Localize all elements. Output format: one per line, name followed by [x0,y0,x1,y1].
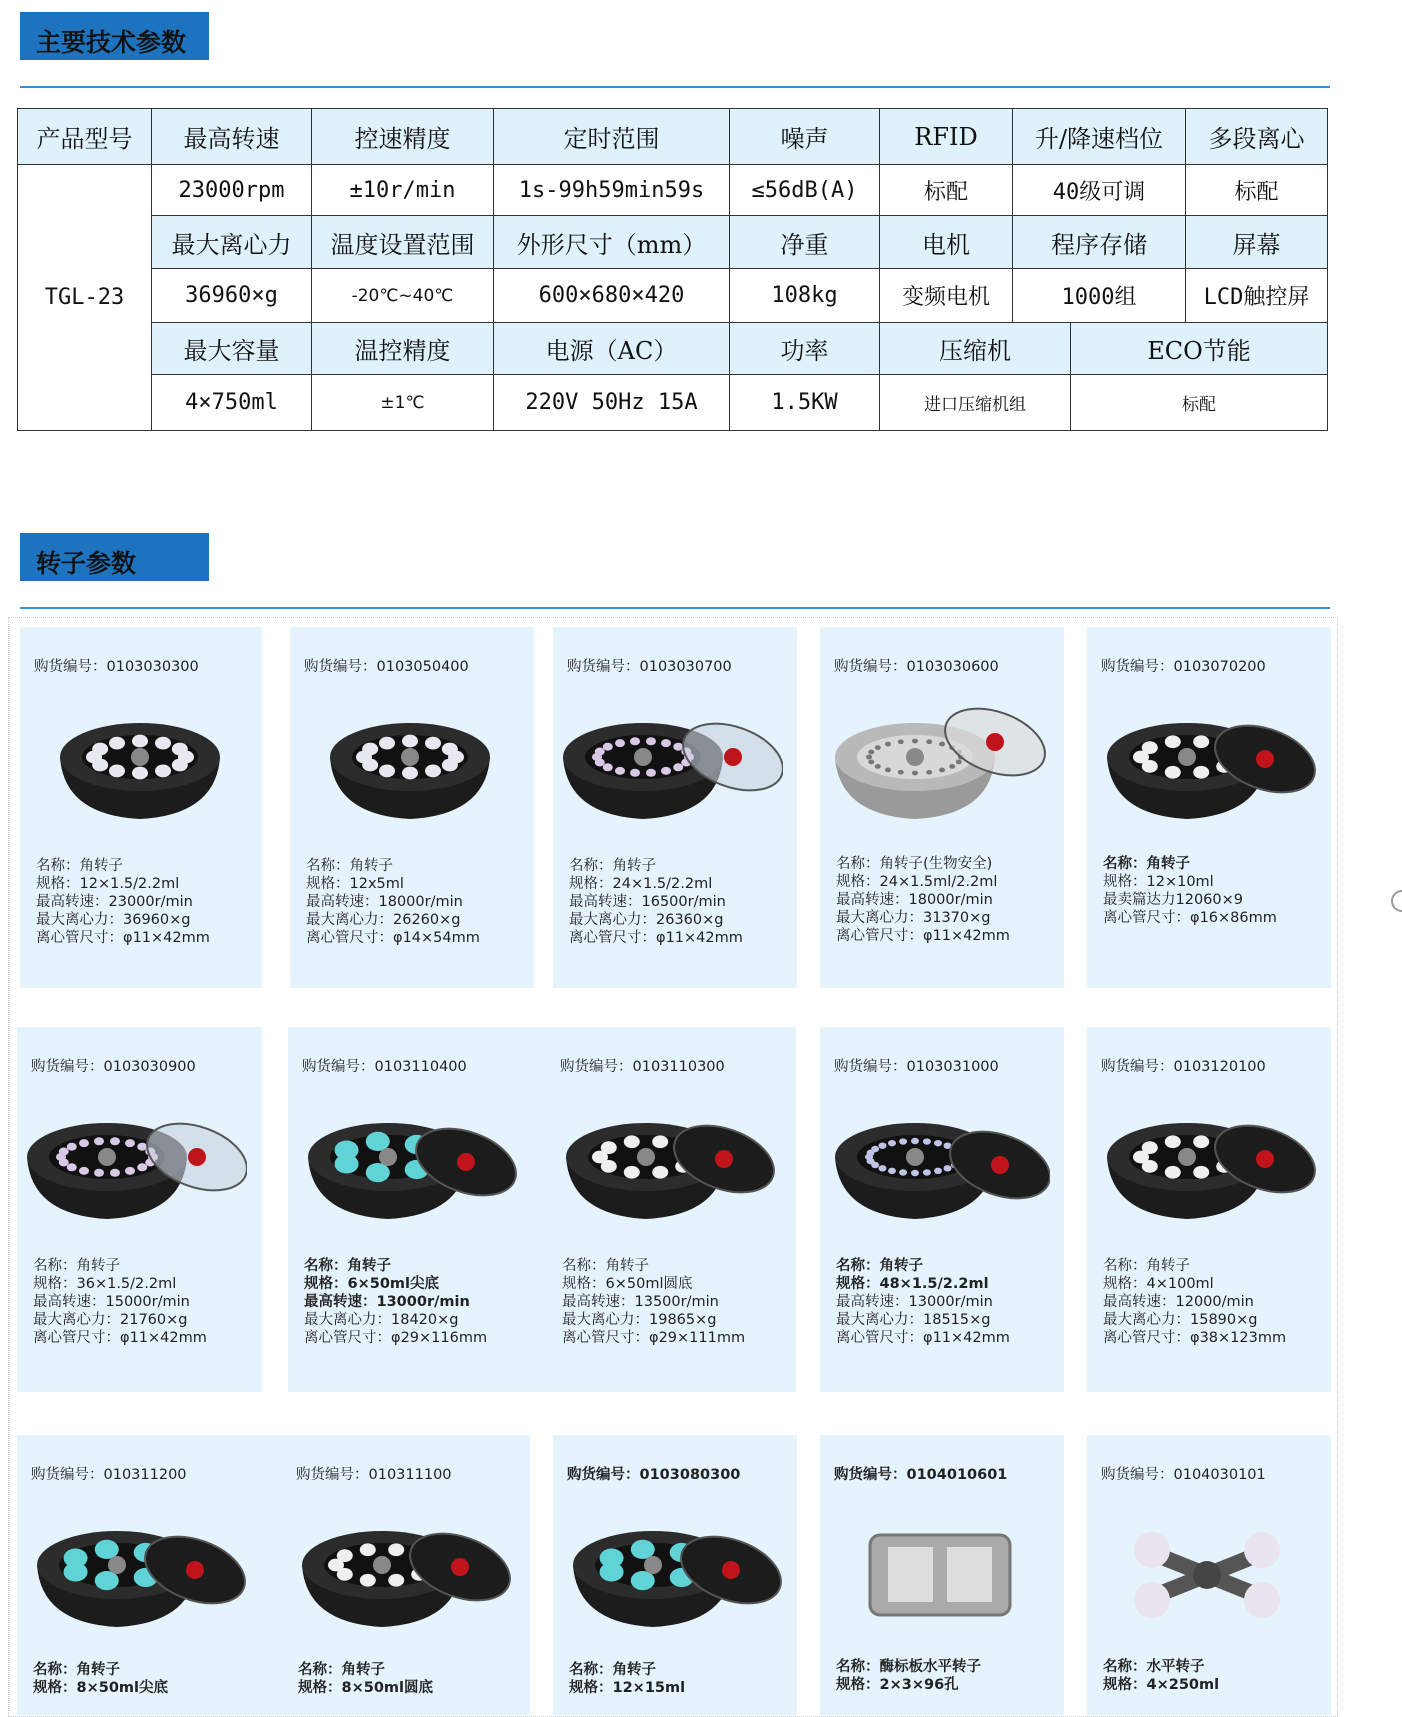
purchase-code: 购货编号：0103120100 [1101,1059,1266,1075]
spec-value: 40级可调 [1013,165,1186,216]
rotor-spec-line: 名称：角转子 [562,1258,649,1274]
rotor-spec-line: 规格：6×50ml尖底 [304,1276,439,1292]
rotor-specs [33,1257,207,1347]
rotor-specs [836,855,1010,945]
purchase-code: 购货编号：0104030101 [1101,1467,1266,1483]
rotor-spec-line: 规格：2×3×96孔 [836,1677,959,1693]
spec-header: 外形尺寸（mm） [494,216,730,269]
rotor-specs [836,1257,1010,1347]
spec-table [17,108,1328,431]
rotor-image-icon [27,1087,247,1237]
purchase-code: 购货编号：0103110300 [560,1059,725,1075]
rotor-spec-line: 规格：8×50ml尖底 [33,1680,168,1696]
spec-header: 电源（AC） [494,323,730,375]
rotor-spec-line: 最大离心力：36960×g [36,912,191,928]
rotor-spec-line: 最大离心力：26360×g [569,912,724,928]
spec-header: 最大离心力 [152,216,312,269]
rotor-spec-line: 最大离心力：15890×g [1103,1312,1258,1328]
rotor-spec-line: 名称：酶标板水平转子 [836,1659,981,1675]
rotor-spec-line: 规格：24×1.5/2.2ml [569,876,713,892]
spec-header: 最大容量 [152,323,312,375]
rotor-spec-line: 最大离心力：18515×g [836,1312,991,1328]
rotor-specs [836,1658,981,1694]
spec-value: 1.5KW [730,375,880,431]
rotor-spec-line: 规格：8×50ml圆底 [298,1680,433,1696]
purchase-code: 购货编号：0103080300 [567,1467,741,1483]
rotor-image-icon [1097,687,1317,837]
rotor-spec-line: 规格：12x5ml [306,876,404,892]
spec-header: 温控精度 [312,323,494,375]
rotor-spec-line: 规格：36×1.5/2.2ml [33,1276,177,1292]
rotor-spec-line: 名称：角转子 [1103,856,1190,872]
spec-value: 220V 50Hz 15A [494,375,730,431]
model-value: TGL-23 [18,165,152,431]
rotor-spec-line: 离心管尺寸：φ11×42mm [33,1330,207,1346]
rotor-card [290,627,534,988]
rotor-card [1087,1435,1331,1715]
rotor-card [288,1027,546,1392]
rotor-specs [569,857,743,947]
rotor-spec-line: 最大离心力：18420×g [304,1312,459,1328]
rotor-card [553,1435,797,1715]
rotor-specs [1103,1658,1219,1694]
rotor-spec-line: 名称：角转子 [33,1258,120,1274]
rotor-spec-line: 最高转速：13000r/min [836,1294,993,1310]
rotor-spec-line: 最高转速：23000r/min [36,894,193,910]
rotor-image-icon [830,687,1050,837]
purchase-code: 购货编号：0103050400 [304,659,469,675]
rotor-spec-line: 最大离心力：19865×g [562,1312,717,1328]
rotor-params-title: 转子参数 [36,549,137,578]
purchase-code: 购货编号：0103070200 [1101,659,1266,675]
rotor-image-icon [830,1495,1050,1645]
purchase-code: 购货编号：0103030700 [567,659,732,675]
spec-value: 4×750ml [152,375,312,431]
main-params-title: 主要技术参数 [36,28,187,57]
rotor-spec-line: 规格：6×50ml圆底 [562,1276,693,1292]
rotor-card [282,1435,530,1715]
spec-value: 标配 [1071,375,1328,431]
spec-header: 定时范围 [494,109,730,165]
rotor-card [820,1027,1064,1392]
rotor-image-icon [1097,1495,1317,1645]
main-params-tab [20,12,209,60]
purchase-code: 购货编号：0104010601 [834,1467,1008,1483]
rotor-spec-line: 名称：角转子 [306,858,393,874]
rotor-spec-line: 名称：角转子 [33,1662,120,1678]
spec-value: 1s-99h59min59s [494,165,730,216]
spec-value: LCD触控屏 [1186,269,1328,323]
rotor-spec-line: 最高转速：12000/min [1103,1294,1254,1310]
rotor-spec-line: 名称：角转子 [1103,1258,1190,1274]
spec-header: 屏幕 [1186,216,1328,269]
rotor-spec-line: 规格：24×1.5ml/2.2ml [836,874,998,890]
spec-header: 净重 [730,216,880,269]
rotor-spec-line: 离心管尺寸：φ14×54mm [306,930,480,946]
rotor-card [17,1027,262,1392]
spec-value: 108kg [730,269,880,323]
rotor-card [820,627,1064,988]
purchase-code: 购货编号：0103030300 [34,659,199,675]
rotor-specs [33,1661,168,1697]
spec-header: 功率 [730,323,880,375]
spec-value: 进口压缩机组 [880,375,1071,431]
rotor-spec-line: 最高转速：13500r/min [562,1294,719,1310]
purchase-code: 购货编号：010311100 [296,1467,452,1483]
rotor-specs [306,857,480,947]
rotor-card [553,627,797,988]
spec-header: 噪声 [730,109,880,165]
rotor-specs [36,857,210,947]
rotor-image-icon [27,1495,247,1645]
rotor-specs [1103,855,1277,927]
spec-value: ≤56dB(A) [730,165,880,216]
rotor-spec-line: 最高转速：13000r/min [304,1294,470,1310]
rotor-spec-line: 最高转速：16500r/min [569,894,726,910]
spec-header: 升/降速档位 [1013,109,1186,165]
rotor-specs [304,1257,487,1347]
spec-header: 控速精度 [312,109,494,165]
spec-value: -20℃~40℃ [312,269,494,323]
spec-header: RFID [880,109,1013,165]
rotor-specs [1103,1257,1286,1347]
spec-value: 600×680×420 [494,269,730,323]
purchase-code: 购货编号：0103031000 [834,1059,999,1075]
rotor-image-icon [563,687,783,837]
rotor-specs [298,1661,433,1697]
rotor-spec-line: 离心管尺寸：φ16×86mm [1103,910,1277,926]
spec-value: ±1℃ [312,375,494,431]
purchase-code: 购货编号：0103030900 [31,1059,196,1075]
rotor-spec-line: 规格：12×10ml [1103,874,1214,890]
rotor-image-icon [298,1087,518,1237]
rotor-card [1087,1027,1331,1392]
rotor-image-icon [556,1087,776,1237]
rotor-spec-line: 规格：12×15ml [569,1680,686,1696]
purchase-code: 购货编号：0103030600 [834,659,999,675]
rotor-spec-line: 最高转速：15000r/min [33,1294,190,1310]
rotor-spec-line: 离心管尺寸：φ29×111mm [562,1330,746,1346]
rotor-spec-line: 最大离心力：21760×g [33,1312,188,1328]
rotor-spec-line: 名称：角转子 [836,1258,923,1274]
rotor-spec-line: 最大离心力：31370×g [836,910,991,926]
rotor-card [820,1435,1064,1715]
rotor-spec-line: 名称：角转子 [569,1662,656,1678]
rotor-card [1087,627,1331,988]
spec-value: 36960×g [152,269,312,323]
spec-value: ±10r/min [312,165,494,216]
rotor-spec-line: 规格：12×1.5/2.2ml [36,876,180,892]
spec-header: 程序存储 [1013,216,1186,269]
rotor-spec-line: 名称：角转子 [298,1662,385,1678]
side-handle-icon [1391,890,1402,912]
rotor-spec-line: 离心管尺寸：φ11×42mm [836,1330,1010,1346]
rotor-spec-line: 最卖篇达力12060×9 [1103,892,1244,908]
rotor-image-icon [30,687,250,837]
spec-value: 23000rpm [152,165,312,216]
rotor-spec-line: 离心管尺寸：φ29×116mm [304,1330,488,1346]
rotor-spec-line: 离心管尺寸：φ11×42mm [36,930,210,946]
model-header: 产品型号 [18,109,152,165]
purchase-code: 购货编号：010311200 [31,1467,187,1483]
rotor-card [20,627,262,988]
rotor-spec-line: 名称：水平转子 [1103,1659,1205,1675]
rotor-spec-line: 最高转速：18000r/min [836,892,993,908]
rotor-image-icon [1097,1087,1317,1237]
rotor-spec-line: 最大离心力：26260×g [306,912,461,928]
section-divider [20,86,1330,88]
rotor-image-icon [563,1495,783,1645]
rotor-card [17,1435,282,1715]
rotor-specs [569,1661,685,1697]
rotor-spec-line: 名称：角转子 [304,1258,391,1274]
rotor-specs [562,1257,745,1347]
spec-value: 标配 [880,165,1013,216]
section-divider [20,607,1330,609]
rotor-image-icon [300,687,520,837]
spec-header: 最高转速 [152,109,312,165]
spec-header: 电机 [880,216,1013,269]
rotor-spec-line: 离心管尺寸：φ11×42mm [836,928,1010,944]
spec-header: 压缩机 [880,323,1071,375]
spec-value: 标配 [1186,165,1328,216]
rotor-spec-line: 最高转速：18000r/min [306,894,463,910]
rotor-spec-line: 名称：角转子 [569,858,656,874]
purchase-code: 购货编号：0103110400 [302,1059,467,1075]
spec-value: 变频电机 [880,269,1013,323]
rotor-spec-line: 名称：角转子(生物安全) [836,856,993,872]
rotor-image-icon [292,1495,512,1645]
rotor-image-icon [830,1087,1050,1237]
spec-header: 多段离心 [1186,109,1328,165]
rotor-spec-line: 名称：角转子 [36,858,123,874]
spec-value: 1000组 [1013,269,1186,323]
rotor-spec-line: 离心管尺寸：φ38×123mm [1103,1330,1287,1346]
rotor-spec-line: 离心管尺寸：φ11×42mm [569,930,743,946]
rotor-params-tab [20,533,209,581]
rotor-spec-line: 规格：4×100ml [1103,1276,1214,1292]
rotor-spec-line: 规格：4×250ml [1103,1677,1220,1693]
rotor-card [546,1027,796,1392]
rotor-spec-line: 规格：48×1.5/2.2ml [836,1276,989,1292]
spec-header: ECO节能 [1071,323,1328,375]
spec-header: 温度设置范围 [312,216,494,269]
